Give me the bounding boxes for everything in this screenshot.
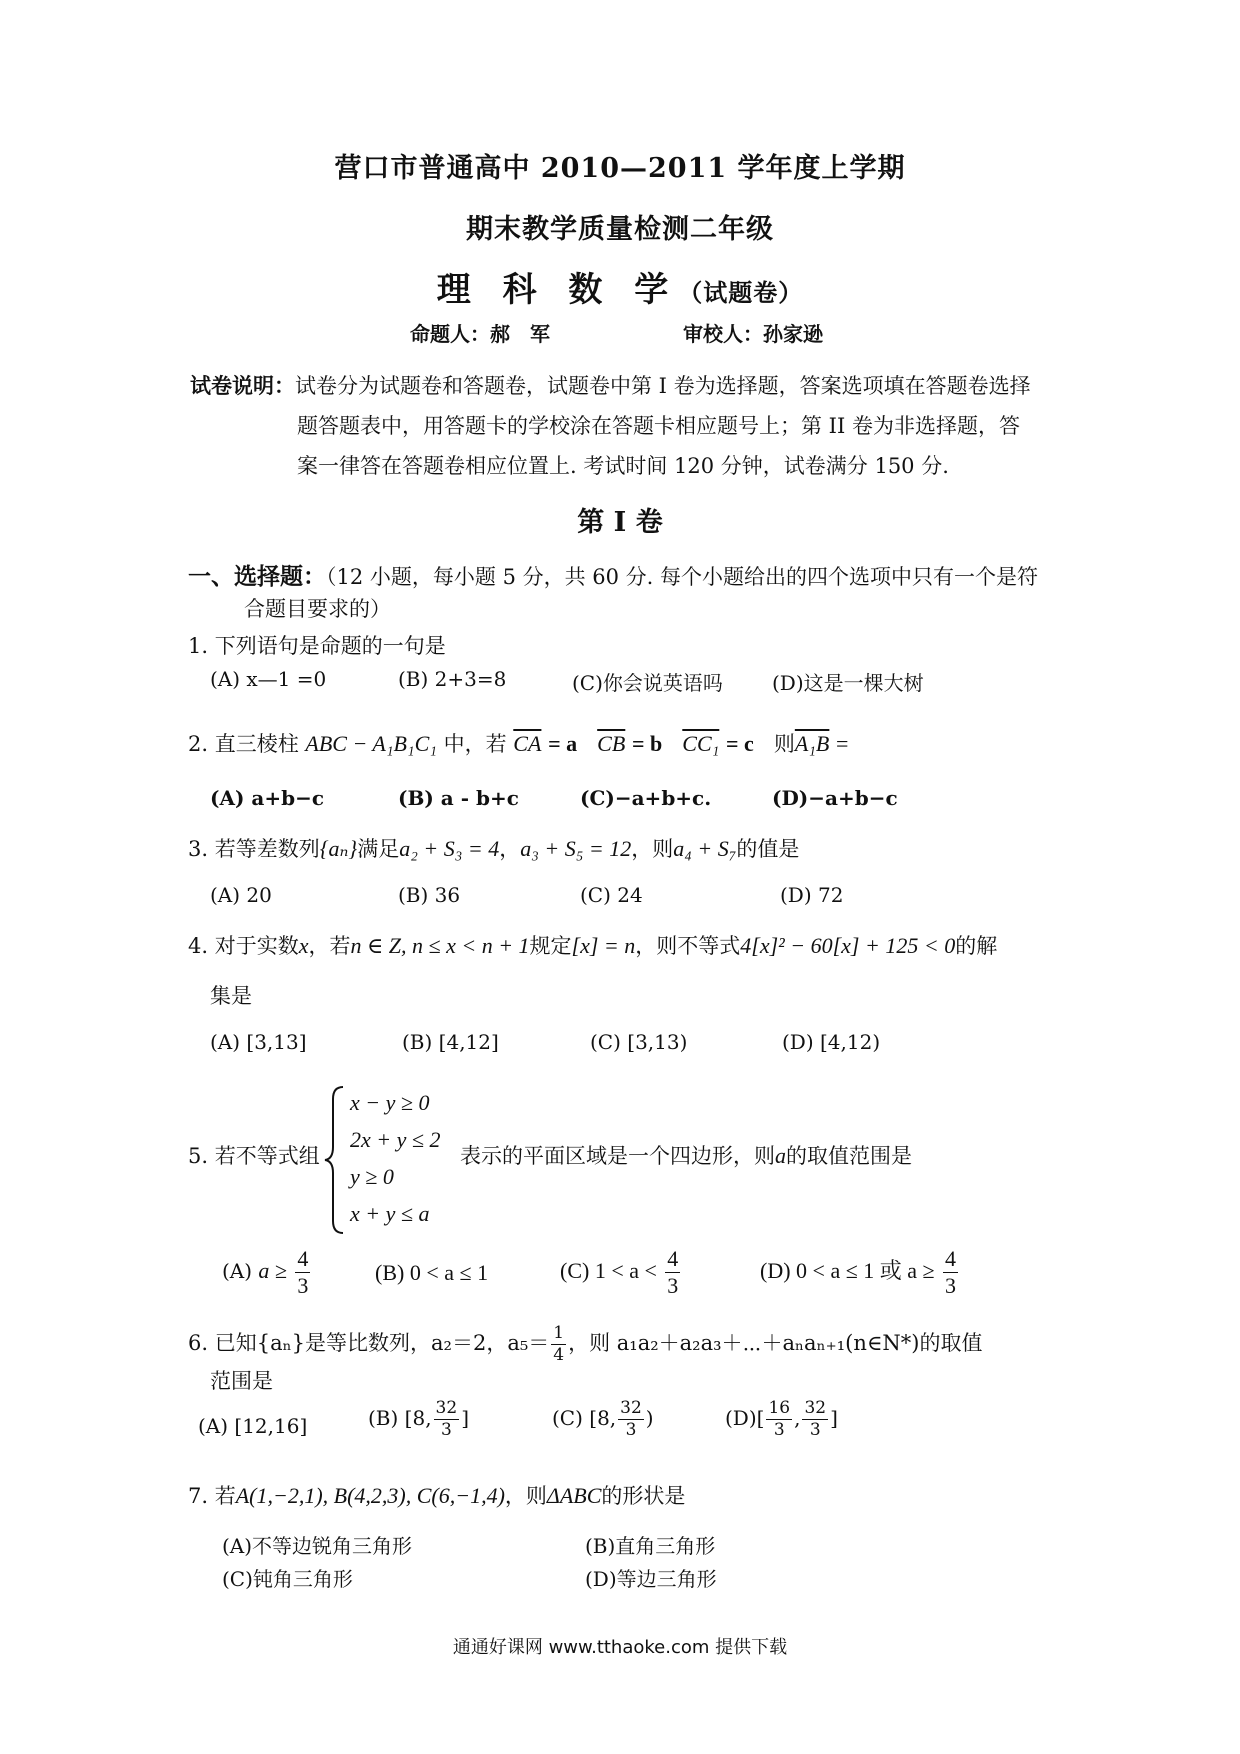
- q5-option-d-fraction: [943, 1248, 958, 1297]
- q7-option-c: (C)钝角三角形: [222, 1567, 353, 1591]
- q6-option-d-post: ]: [830, 1406, 838, 1430]
- q5-option-d-expr: (D) 0 < a ≤ 1 或 a ≥: [760, 1258, 935, 1283]
- q2-then: 则: [773, 732, 795, 756]
- q4-def: [x] = n: [571, 933, 636, 958]
- q1-option-a: (A) x—1 =0: [210, 667, 327, 691]
- q7-triangle: ΔABC: [546, 1483, 602, 1508]
- q3-stem-c: ，则: [631, 837, 674, 861]
- q3-stem-a: 3. 若等差数列: [188, 837, 320, 861]
- q1-option-c: (C)你会说英语吗: [572, 671, 723, 695]
- q7-stem: [188, 1480, 685, 1510]
- q2-option-d: (D)−a+b−c: [772, 786, 898, 810]
- q4-x: x: [298, 933, 309, 958]
- section1-label: 一、选择题：: [188, 563, 326, 590]
- section1-heading: [188, 558, 1038, 591]
- fraction-denominator: 3: [773, 1420, 785, 1440]
- q5-option-c-expr: (C) 1 < a <: [560, 1258, 657, 1283]
- instructions-line3: 案一律答在答题卷相应位置上. 考试时间 120 分钟，试卷满分 150 分.: [297, 454, 949, 478]
- q1-option-d: (D)这是一棵大树: [772, 671, 924, 695]
- q2-vector-cb: $\overline{CB}$: [597, 731, 626, 756]
- q5-brace-icon: [323, 1085, 347, 1235]
- q5-option-d: [760, 1248, 960, 1297]
- q4-stem-e: 的解: [955, 934, 998, 958]
- q5-stem-a: 5. 若不等式组: [188, 1144, 320, 1168]
- q5-row4: x + y ≤ a: [350, 1201, 430, 1226]
- q6-option-d-pre: (D)[: [725, 1406, 765, 1430]
- q3-target: a₄ + S₇: [673, 836, 737, 861]
- q2-stem: [188, 728, 848, 758]
- q6-option-d-fraction1: [766, 1400, 792, 1439]
- q6-option-d-fraction2: [802, 1400, 828, 1439]
- q3-option-a: (A) 20: [210, 883, 272, 907]
- q4-stem-d: ，则不等式: [635, 934, 741, 958]
- q6-option-c-post: ): [645, 1406, 654, 1430]
- instructions-label: 试卷说明：: [190, 373, 295, 398]
- q7-stem-b: ，则: [504, 1484, 547, 1508]
- subject-note: （试题卷）: [678, 278, 804, 307]
- q5-option-b: (B) 0 < a ≤ 1: [375, 1260, 489, 1285]
- q6-option-b-fraction: [434, 1400, 460, 1439]
- q4-option-b: (B) [4,12]: [402, 1030, 499, 1054]
- q3-option-d: (D) 72: [780, 883, 844, 907]
- q7-points: A(1,−2,1), B(4,2,3), C(6,−1,4): [235, 1483, 505, 1508]
- q7-option-d: (D)等边三角形: [585, 1567, 717, 1591]
- q5-stem-rest: [460, 1140, 912, 1170]
- q5-option-a-expr: a ≥: [258, 1258, 287, 1283]
- q3-seq: {aₙ}: [319, 836, 358, 861]
- q3-cond2: a₃ + S₅ = 12: [520, 836, 632, 861]
- q2-eq: =: [836, 731, 849, 756]
- q4-stem-f: 集是: [210, 984, 252, 1008]
- q6-stem: [188, 1325, 982, 1364]
- q4-ineq: 4[x]² − 60[x] + 125 < 0: [740, 933, 956, 958]
- q4-option-a: (A) [3,13]: [210, 1030, 307, 1054]
- q5-option-c: [560, 1248, 682, 1297]
- q5-row1: x − y ≥ 0: [350, 1090, 430, 1115]
- instructions-line1: [190, 370, 1031, 400]
- q6-option-c: [552, 1400, 654, 1439]
- q6-option-d: [725, 1400, 838, 1439]
- instructions-text1: 试卷分为试题卷和答题卷，试题卷中第 I 卷为选择题，答案选项填在答题卷选择: [295, 374, 1031, 398]
- fraction-numerator: 1: [553, 1323, 565, 1343]
- q5-option-a-label: (A): [222, 1259, 253, 1283]
- fraction-numerator: 16: [768, 1398, 791, 1418]
- q6-stem-a: 6. 已知{aₙ}是等比数列，a₂＝2，a₅＝: [188, 1331, 550, 1355]
- q2-eq-c: = c: [725, 731, 754, 756]
- subject-title: [0, 262, 1240, 311]
- fraction-numerator: 4: [297, 1246, 309, 1271]
- q3-stem: [188, 833, 799, 863]
- q5-option-a-fraction: [295, 1248, 310, 1297]
- fraction-numerator: 32: [620, 1398, 642, 1418]
- q5-a: a: [775, 1143, 786, 1168]
- q6-option-d-mid: ,: [794, 1406, 801, 1430]
- subject-name: 理 科 数 学: [436, 270, 679, 310]
- exam-title-line1: 营口市普通高中 2010—2011 学年度上学期: [334, 153, 906, 184]
- fraction-denominator: 3: [625, 1420, 637, 1440]
- q2-prism: ABC − A₁B₁C₁: [305, 731, 437, 756]
- q4-stem-b: ，若: [308, 934, 351, 958]
- exam-title-line2: 期末教学质量检测二年级: [466, 214, 774, 245]
- q6-option-b: [368, 1400, 469, 1439]
- q2-num: 2. 直三棱柱: [188, 732, 299, 756]
- q2-mid: 中，若: [443, 732, 507, 756]
- q2-eq-a: = a: [548, 731, 578, 756]
- q6-option-b-pre: (B) [8,: [368, 1406, 432, 1430]
- q6-stem-c: 范围是: [210, 1369, 273, 1393]
- q3-stem-d: 的值是: [736, 837, 800, 861]
- q6-option-c-pre: (C) [8,: [552, 1406, 617, 1430]
- fraction-denominator: 3: [440, 1420, 452, 1440]
- footer-text: 通通好课网 www.tthaoke.com 提供下载: [452, 1637, 788, 1658]
- q5-row3: y ≥ 0: [350, 1164, 394, 1189]
- section1-desc1: （12 小题，每小题 5 分，共 60 分. 每个小题给出的四个选项中只有一个是符: [326, 565, 1039, 589]
- q7-stem-c: 的形状是: [601, 1484, 686, 1508]
- fraction-denominator: 4: [553, 1345, 565, 1365]
- q1-stem: 1. 下列语句是命题的一句是: [188, 634, 446, 658]
- q7-option-b: (B)直角三角形: [585, 1534, 716, 1558]
- q4-stem: [188, 930, 997, 960]
- q3-option-c: (C) 24: [580, 883, 643, 907]
- q4-stem-a: 4. 对于实数: [188, 934, 299, 958]
- q2-vector-ca: $\overline{CA}$: [513, 731, 542, 756]
- q4-cond: n ∈ Z, n ≤ x < n + 1: [350, 933, 530, 958]
- q6-option-b-post: ]: [461, 1406, 469, 1430]
- q4-option-c: (C) [3,13): [590, 1030, 688, 1054]
- q6-fraction: [551, 1325, 566, 1364]
- q5-row2: 2x + y ≤ 2: [350, 1127, 441, 1152]
- fraction-numerator: 32: [804, 1398, 827, 1418]
- q2-option-b: (B) a - b+c: [398, 786, 519, 810]
- fraction-denominator: 3: [809, 1420, 821, 1440]
- q3-cond1: a₂ + S₃ = 4: [399, 836, 500, 861]
- fraction-denominator: 3: [297, 1273, 309, 1298]
- q1-option-b: (B) 2+3=8: [398, 667, 507, 691]
- instructions-line2: 题答题表中，用答题卡的学校涂在答题卡相应题号上；第 II 卷为非选择题，答: [297, 414, 1020, 438]
- fraction-denominator: 3: [945, 1273, 956, 1298]
- q5-option-c-fraction: [665, 1248, 680, 1297]
- author-label: 命题人：郝 军: [410, 322, 550, 346]
- q4-stem-c: 规定: [529, 934, 572, 958]
- q2-option-c: (C)−a+b+c.: [580, 786, 712, 810]
- reviewer-label: 审校人：孙家逊: [683, 322, 823, 346]
- q5-stem-b: 表示的平面区域是一个四边形，则: [460, 1144, 775, 1168]
- q4-option-d: (D) [4,12): [782, 1030, 881, 1054]
- q5-stem-c: 的取值范围是: [786, 1144, 912, 1168]
- q3-comma: ，: [499, 837, 521, 861]
- q2-vector-cc1: CC₁: [682, 731, 720, 756]
- section1-desc2: 合题目要求的）: [244, 597, 391, 621]
- q6-stem-b: ，则 a₁a₂＋a₂a₃＋⋯＋aₙaₙ₊₁(n∈N*)的取值: [568, 1331, 983, 1355]
- fraction-numerator: 32: [435, 1398, 458, 1418]
- q2-option-a: (A) a+b−c: [210, 786, 325, 810]
- q7-option-a: (A)不等边锐角三角形: [222, 1534, 413, 1558]
- q3-stem-b: 满足: [357, 837, 400, 861]
- q3-option-b: (B) 36: [398, 883, 461, 907]
- q5-option-a: [222, 1248, 312, 1297]
- q2-vector-a1b: A₁B: [794, 731, 830, 756]
- q6-option-a: (A) [12,16]: [198, 1414, 308, 1438]
- q7-stem-a: 7. 若: [188, 1484, 236, 1508]
- part-title: 第 I 卷: [577, 507, 663, 538]
- fraction-numerator: 4: [945, 1246, 956, 1271]
- fraction-numerator: 4: [667, 1246, 679, 1271]
- q2-eq-b: = b: [631, 731, 663, 756]
- q6-option-c-fraction: [618, 1400, 644, 1439]
- fraction-denominator: 3: [667, 1273, 679, 1298]
